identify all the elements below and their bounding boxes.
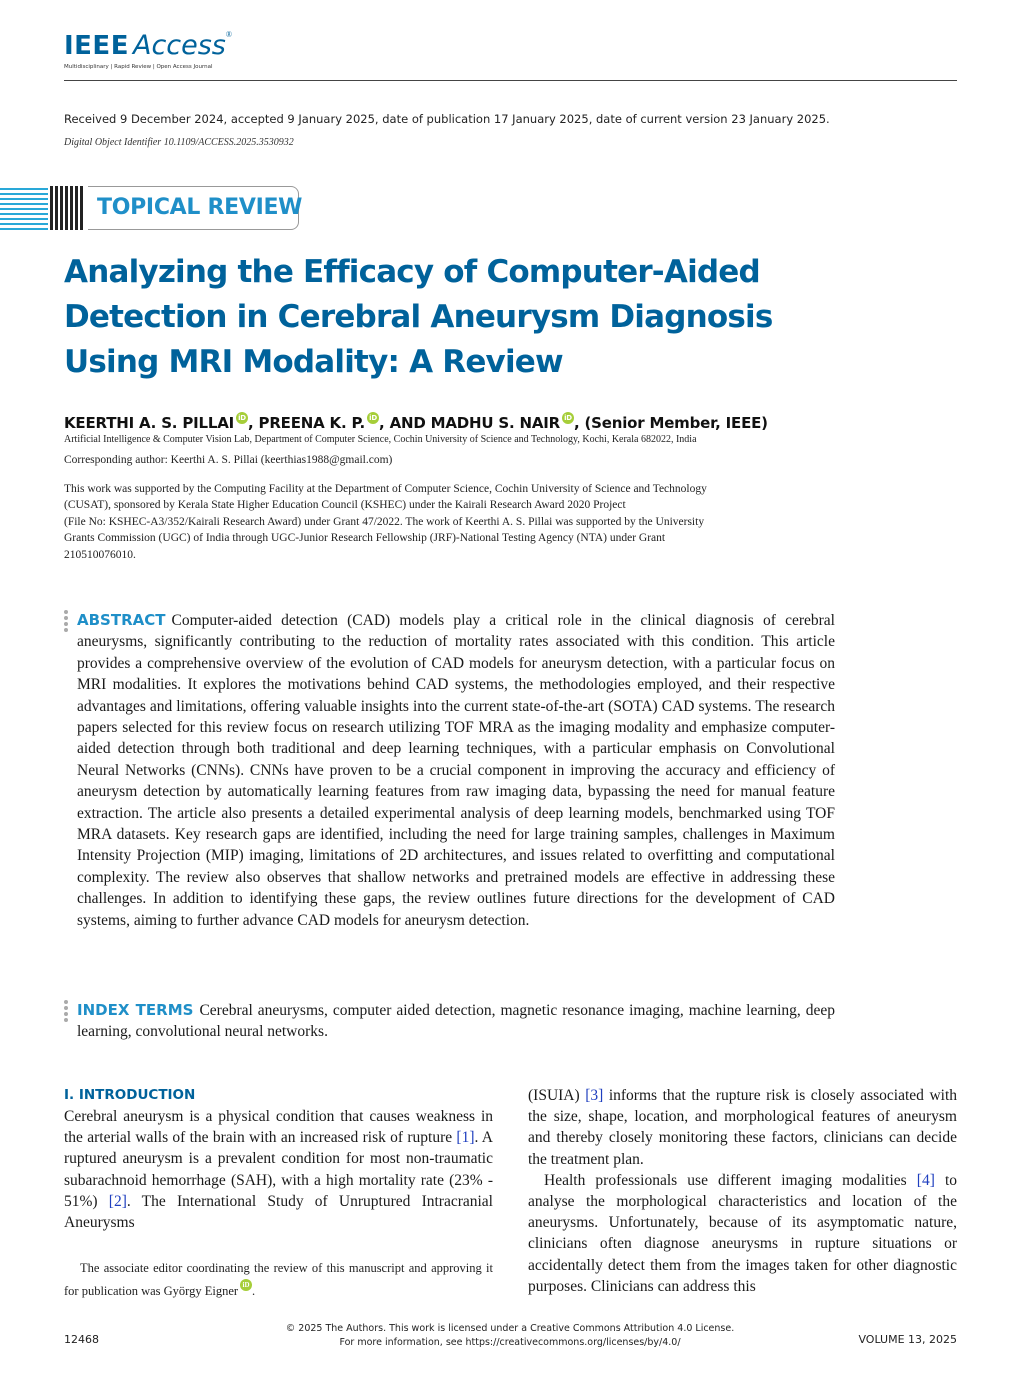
index-terms-label: INDEX TERMS	[77, 1001, 194, 1019]
abstract-text: Computer-aided detection (CAD) models play a critical role in the clinical diagnosis of cerebral aneurysms, significantly contributing to the reduction of mortality rates associated with this condition. This article provides a comprehensive overview of the evolution of CAD models for aneurysm detection, with a particular focus on MRI modalities. It explores the motivations behind CAD systems, the methodologies employed, and their respective advantages and limitations, offering valuable insights into the current state-of-the-art (SOTA) CAD systems. The research papers selected for this review focus on research utilizing TOF MRA as the imaging modality and emphasize computer-aided detection through both traditional and deep learning techniques, with a particular emphasis on Convolutional Neural Networks (CNNs). CNNs have proven to be a crucial component in improving the accuracy and efficiency of aneurysm detection by automatically learning features from raw imaging data, bypassing the need for manual feature extraction. The article also presents a detailed experimental analysis of deep learning models, benchmarked using TOF MRA datasets. Key research gaps are identified, including the need for large training samples, challenges in Maximum Intensity Projection (MIP) imaging, limitations of 2D architectures, and issues related to overfitting and computational complexity. The review also observes that shallow networks and pretrained models are effective in addressing these challenges. In addition to identifying these gaps, the review outlines future directions for the development of CAD systems, aiming to further advance CAD models for aneurysm detection.	[77, 612, 835, 929]
footnote-text: The associate editor coordinating the review of this manuscript and approving it for publication was György Eigner	[64, 1261, 493, 1298]
corresponding-author: Corresponding author: Keerthi A. S. Pillai (keerthias1988@gmail.com)	[64, 454, 393, 466]
citation-link[interactable]: [2]	[108, 1192, 127, 1210]
left-column	[64, 1106, 493, 1233]
index-terms	[77, 1000, 835, 1043]
section-badge-label: TOPICAL REVIEW	[97, 195, 303, 220]
page-number: 12468	[64, 1333, 99, 1346]
funding-line: This work was supported by the Computing Facility at the Department of Computer Science, Cochin University of Science and Technology	[64, 483, 707, 495]
paragraph	[528, 1085, 957, 1170]
title-line: Analyzing the Efficacy of Computer-Aided	[64, 254, 760, 290]
badge-stripes-decoration	[0, 186, 48, 230]
affiliation: Artificial Intelligence & Computer Vision Lab, Department of Computer Science, Cochin University of Science and Technology, Kochi, Kerala 682022, India	[64, 434, 697, 445]
author-separator: ,	[248, 414, 259, 432]
header-divider	[64, 80, 957, 81]
volume-info: VOLUME 13, 2025	[858, 1333, 957, 1346]
index-terms-dots-decoration	[64, 1000, 68, 1024]
logo-access-text: Access	[132, 30, 226, 61]
funding-line: 210510076010.	[64, 548, 136, 561]
author-name: PREENA K. P.	[258, 414, 366, 432]
paragraph	[528, 1170, 957, 1297]
section-heading: I. INTRODUCTION	[64, 1087, 196, 1103]
editor-footnote	[64, 1258, 493, 1302]
license-link[interactable]: For more information, see https://creativecommons.org/licenses/by/4.0/	[339, 1337, 681, 1348]
ieee-access-logo	[64, 30, 232, 61]
citation-link[interactable]: [4]	[916, 1171, 935, 1189]
paper-title	[64, 250, 824, 385]
logo-trademark: ®	[225, 30, 232, 39]
body-text: . A ruptured aneurysm is a prevalent condition for most non-traumatic subarachnoid hemorrhage (SAH), with a high mortality rate (23% - 51%)	[64, 1129, 493, 1210]
orcid-icon[interactable]: iD	[236, 412, 248, 424]
funding-line: (CUSAT), sponsored by Kerala State Higher Education Council (KSHEC) under the Kairali Research Award 2020 Project	[64, 499, 626, 512]
body-text: Cerebral aneurysm is a physical condition that causes weakness in the arterial walls of the brain with an increased risk of rupture	[64, 1108, 493, 1147]
badge-bars-decoration	[50, 186, 84, 230]
received-dates: Received 9 December 2024, accepted 9 January 2025, date of publication 17 January 2025, date of current version 23 January 2025.	[64, 112, 830, 126]
body-text: . The International Study of Unruptured Intracranial Aneurysms	[64, 1192, 493, 1232]
body-text: (ISUIA)	[528, 1087, 586, 1104]
right-column	[528, 1085, 957, 1297]
citation-link[interactable]: [3]	[585, 1087, 604, 1104]
funding-statement	[64, 481, 864, 563]
license-notice	[250, 1322, 770, 1350]
orcid-icon[interactable]: iD	[240, 1279, 252, 1291]
author-name: MADHU S. NAIR	[430, 414, 560, 432]
doi: Digital Object Identifier 10.1109/ACCESS.2025.3530932	[64, 137, 294, 148]
index-terms-text: Cerebral aneurysms, computer aided detection, magnetic resonance imaging, machine learning, deep learning, convolutional neural networks.	[77, 1002, 835, 1041]
author-list	[64, 412, 768, 432]
orcid-icon[interactable]: iD	[562, 412, 574, 424]
funding-line: (File No: KSHEC-A3/352/Kairali Research Award) under Grant 47/2022. The work of Keerthi A. S. Pillai was supported by the University	[64, 515, 705, 528]
section-badge	[0, 186, 303, 230]
author-name: KEERTHI A. S. PILLAI	[64, 414, 234, 432]
title-line: Detection in Cerebral Aneurysm Diagnosis	[64, 299, 773, 335]
body-text: Health professionals use different imaging modalities	[544, 1171, 917, 1189]
abstract-dots-decoration	[64, 610, 68, 634]
funding-line: Grants Commission (UGC) of India through UGC-Junior Research Fellowship (JRF)-National Testing Agency (NTA) under Grant	[64, 532, 666, 545]
author-membership: , (Senior Member, IEEE)	[573, 414, 768, 432]
author-separator: , AND	[379, 414, 431, 432]
body-text: informs that the rupture risk is closely associated with the size, shape, location, and morphological features of aneurysm and thereby closely monitoring these factors, clinicians can decide the treatment plan.	[528, 1087, 958, 1168]
body-text: to analyse the morphological characteristics and location of the aneurysms. Unfortunately, because of its asymptomatic nature, clinicians often diagnose aneurysms in rupture situations or accidentally detect them from the images taken for other diagnostic purposes. Clinicians can address this	[528, 1171, 958, 1295]
abstract	[77, 610, 835, 931]
title-line: Using MRI Modality: A Review	[64, 344, 563, 380]
footnote-period: .	[252, 1284, 256, 1298]
license-line: © 2025 The Authors. This work is licensed under a Creative Commons Attribution 4.0 License.	[285, 1323, 735, 1334]
abstract-label: ABSTRACT	[77, 611, 166, 629]
logo-tagline: Multidisciplinary | Rapid Review | Open Access Journal	[64, 64, 213, 70]
orcid-icon[interactable]: iD	[367, 412, 379, 424]
citation-link[interactable]: [1]	[456, 1129, 475, 1147]
logo-ieee-text: IEEE	[64, 31, 129, 61]
